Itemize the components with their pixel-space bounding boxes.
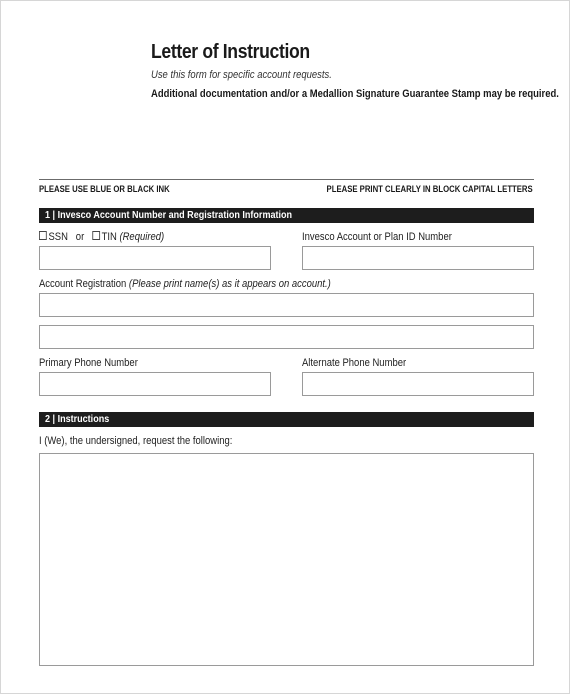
account-id-field[interactable]: [302, 246, 534, 270]
header-divider: [39, 179, 534, 180]
registration-label-row: [39, 278, 331, 290]
section-1-heading: 1 | Invesco Account Number and Registration Information: [45, 209, 293, 221]
alternate-phone-field[interactable]: [302, 372, 534, 396]
primary-phone-field[interactable]: [39, 372, 271, 396]
section-1-header: [39, 208, 534, 223]
form-subtitle: Use this form for specific account requests.: [151, 69, 332, 81]
section-2-heading: 2 | Instructions: [45, 413, 110, 425]
capital-letters-notice: PLEASE PRINT CLEARLY IN BLOCK CAPITAL LETTERS: [326, 184, 533, 194]
or-label: or: [75, 231, 85, 243]
primary-phone-label: Primary Phone Number: [39, 357, 138, 369]
documentation-note: Additional documentation and/or a Medallion Signature Guarantee Stamp may be required.: [151, 88, 559, 100]
section-2-header: [39, 412, 534, 427]
registration-hint: (Please print name(s) as it appears on account.): [128, 278, 331, 290]
ssn-checkbox[interactable]: [39, 231, 47, 240]
alternate-phone-label: Alternate Phone Number: [302, 357, 407, 369]
ssn-tin-row: [39, 231, 164, 243]
instructions-textarea[interactable]: [39, 453, 534, 666]
required-note: (Required): [119, 231, 165, 243]
registration-label: Account Registration: [39, 278, 127, 290]
form-title: Letter of Instruction: [151, 41, 310, 63]
ssn-tin-field[interactable]: [39, 246, 271, 270]
tin-checkbox[interactable]: [92, 231, 100, 240]
request-label: I (We), the undersigned, request the following:: [39, 435, 233, 447]
ssn-label: SSN: [48, 231, 68, 243]
registration-field-1[interactable]: [39, 293, 534, 317]
registration-field-2[interactable]: [39, 325, 534, 349]
tin-label: TIN: [101, 231, 117, 243]
account-id-label: Invesco Account or Plan ID Number: [302, 231, 452, 243]
ink-notice: PLEASE USE BLUE OR BLACK INK: [39, 184, 170, 194]
